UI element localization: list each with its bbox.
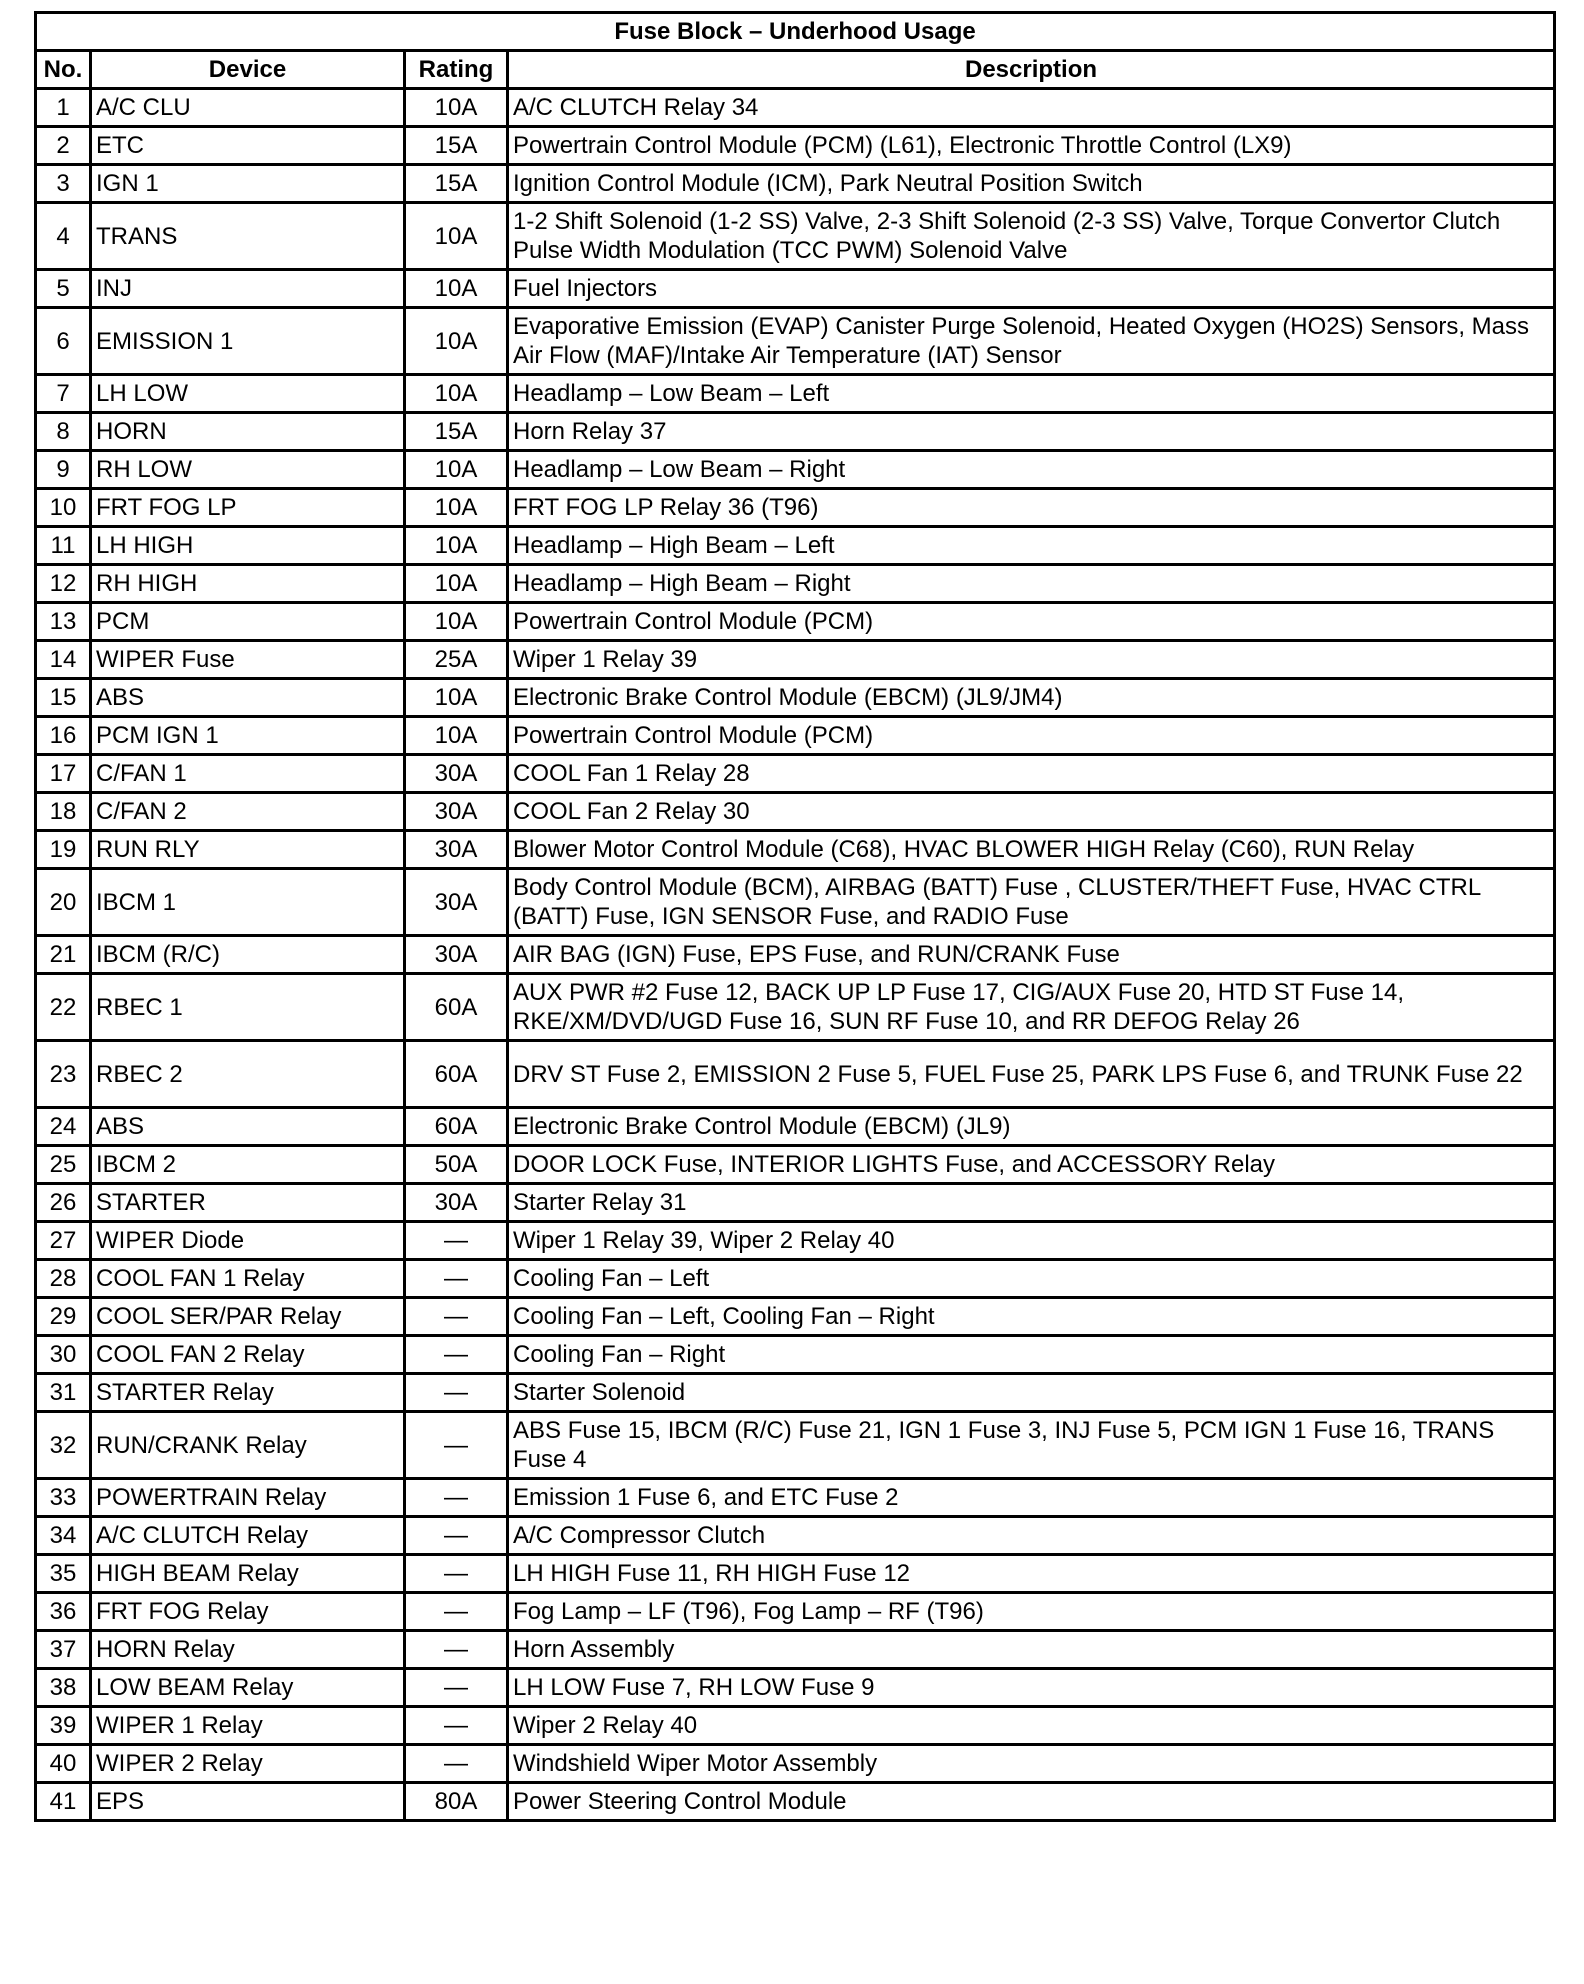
cell-rating: 10A [405, 308, 508, 375]
cell-device: LH LOW [91, 375, 405, 413]
cell-description: Ignition Control Module (ICM), Park Neutral Position Switch [508, 165, 1555, 203]
table-row [36, 755, 1555, 793]
cell-device: LH HIGH [91, 527, 405, 565]
cell-device: WIPER 2 Relay [91, 1745, 405, 1783]
cell-device: LOW BEAM Relay [91, 1669, 405, 1707]
cell-no: 30 [36, 1336, 91, 1374]
cell-rating: 10A [405, 717, 508, 755]
cell-device: IGN 1 [91, 165, 405, 203]
cell-no: 29 [36, 1298, 91, 1336]
cell-device: RUN RLY [91, 831, 405, 869]
cell-device: RBEC 2 [91, 1041, 405, 1108]
cell-description: Headlamp – Low Beam – Right [508, 451, 1555, 489]
cell-description: Blower Motor Control Module (C68), HVAC BLOWER HIGH Relay (C60), RUN Relay [508, 831, 1555, 869]
cell-description: Headlamp – Low Beam – Left [508, 375, 1555, 413]
header-no: No. [36, 51, 91, 89]
cell-description: AUX PWR #2 Fuse 12, BACK UP LP Fuse 17, CIG/AUX Fuse 20, HTD ST Fuse 14, RKE/XM/DVD/UGD Fuse 16, SUN RF Fuse 10, and RR DEFOG Relay 26 [508, 974, 1555, 1041]
cell-no: 1 [36, 89, 91, 127]
header-device: Device [91, 51, 405, 89]
cell-rating: — [405, 1336, 508, 1374]
cell-rating: 10A [405, 679, 508, 717]
cell-description: Headlamp – High Beam – Left [508, 527, 1555, 565]
cell-no: 41 [36, 1783, 91, 1821]
cell-device: COOL SER/PAR Relay [91, 1298, 405, 1336]
cell-description: Power Steering Control Module [508, 1783, 1555, 1821]
cell-description: Horn Assembly [508, 1631, 1555, 1669]
cell-device: RBEC 1 [91, 974, 405, 1041]
cell-no: 8 [36, 413, 91, 451]
cell-rating: — [405, 1517, 508, 1555]
cell-no: 17 [36, 755, 91, 793]
cell-description: LH HIGH Fuse 11, RH HIGH Fuse 12 [508, 1555, 1555, 1593]
cell-description: Wiper 2 Relay 40 [508, 1707, 1555, 1745]
cell-rating: 10A [405, 89, 508, 127]
cell-no: 5 [36, 270, 91, 308]
cell-rating: 30A [405, 793, 508, 831]
cell-rating: — [405, 1412, 508, 1479]
cell-device: C/FAN 1 [91, 755, 405, 793]
table-row [36, 1222, 1555, 1260]
table-row [36, 527, 1555, 565]
cell-device: C/FAN 2 [91, 793, 405, 831]
cell-description: Cooling Fan – Left, Cooling Fan – Right [508, 1298, 1555, 1336]
cell-rating: — [405, 1222, 508, 1260]
cell-no: 40 [36, 1745, 91, 1783]
cell-device: COOL FAN 1 Relay [91, 1260, 405, 1298]
cell-device: INJ [91, 270, 405, 308]
cell-device: POWERTRAIN Relay [91, 1479, 405, 1517]
header-rating: Rating [405, 51, 508, 89]
cell-description: Powertrain Control Module (PCM) [508, 717, 1555, 755]
table-row [36, 936, 1555, 974]
cell-rating: 15A [405, 413, 508, 451]
table-row [36, 165, 1555, 203]
cell-no: 7 [36, 375, 91, 413]
cell-rating: — [405, 1555, 508, 1593]
cell-device: EMISSION 1 [91, 308, 405, 375]
cell-rating: 10A [405, 451, 508, 489]
cell-device: RUN/CRANK Relay [91, 1412, 405, 1479]
cell-rating: 50A [405, 1146, 508, 1184]
cell-no: 39 [36, 1707, 91, 1745]
cell-description: Body Control Module (BCM), AIRBAG (BATT) Fuse , CLUSTER/THEFT Fuse, HVAC CTRL (BATT) Fuse, IGN SENSOR Fuse, and RADIO Fuse [508, 869, 1555, 936]
cell-device: FRT FOG LP [91, 489, 405, 527]
cell-device: ABS [91, 679, 405, 717]
cell-rating: 10A [405, 527, 508, 565]
cell-no: 28 [36, 1260, 91, 1298]
table-title: Fuse Block – Underhood Usage [36, 13, 1555, 51]
cell-device: ETC [91, 127, 405, 165]
cell-device: WIPER Diode [91, 1222, 405, 1260]
table-row [36, 413, 1555, 451]
table-row [36, 1336, 1555, 1374]
cell-rating: 15A [405, 127, 508, 165]
cell-description: LH LOW Fuse 7, RH LOW Fuse 9 [508, 1669, 1555, 1707]
table-row [36, 1745, 1555, 1783]
cell-no: 9 [36, 451, 91, 489]
cell-description: Electronic Brake Control Module (EBCM) (JL9) [508, 1108, 1555, 1146]
header-description: Description [508, 51, 1555, 89]
cell-rating: 10A [405, 203, 508, 270]
cell-rating: 30A [405, 831, 508, 869]
cell-device: RH HIGH [91, 565, 405, 603]
cell-device: RH LOW [91, 451, 405, 489]
cell-rating: — [405, 1631, 508, 1669]
table-row [36, 1555, 1555, 1593]
table-row [36, 270, 1555, 308]
cell-device: FRT FOG Relay [91, 1593, 405, 1631]
cell-rating: — [405, 1669, 508, 1707]
cell-description: 1-2 Shift Solenoid (1-2 SS) Valve, 2-3 Shift Solenoid (2-3 SS) Valve, Torque Convertor Clutch Pulse Width Modulation (TCC PWM) Solenoid Valve [508, 203, 1555, 270]
table-row [36, 1707, 1555, 1745]
table-row [36, 831, 1555, 869]
cell-description: Starter Relay 31 [508, 1184, 1555, 1222]
cell-rating: — [405, 1479, 508, 1517]
cell-rating: 30A [405, 755, 508, 793]
cell-description: Electronic Brake Control Module (EBCM) (JL9/JM4) [508, 679, 1555, 717]
table-row [36, 451, 1555, 489]
table-row [36, 679, 1555, 717]
cell-description: Headlamp – High Beam – Right [508, 565, 1555, 603]
cell-no: 18 [36, 793, 91, 831]
fuse-table-sheet [34, 11, 1553, 1822]
cell-device: WIPER 1 Relay [91, 1707, 405, 1745]
table-row [36, 1593, 1555, 1631]
cell-device: COOL FAN 2 Relay [91, 1336, 405, 1374]
cell-rating: — [405, 1745, 508, 1783]
cell-no: 37 [36, 1631, 91, 1669]
cell-rating: — [405, 1298, 508, 1336]
table-row [36, 89, 1555, 127]
cell-device: STARTER [91, 1184, 405, 1222]
cell-rating: 30A [405, 869, 508, 936]
cell-device: WIPER Fuse [91, 641, 405, 679]
table-row [36, 1783, 1555, 1821]
table-row [36, 717, 1555, 755]
cell-rating: 30A [405, 936, 508, 974]
table-row [36, 869, 1555, 936]
cell-no: 12 [36, 565, 91, 603]
cell-device: IBCM (R/C) [91, 936, 405, 974]
cell-rating: 60A [405, 974, 508, 1041]
table-row [36, 127, 1555, 165]
table-row [36, 793, 1555, 831]
cell-no: 32 [36, 1412, 91, 1479]
cell-rating: — [405, 1707, 508, 1745]
cell-rating: 10A [405, 603, 508, 641]
cell-device: TRANS [91, 203, 405, 270]
cell-description: Emission 1 Fuse 6, and ETC Fuse 2 [508, 1479, 1555, 1517]
cell-rating: 60A [405, 1108, 508, 1146]
cell-description: Fuel Injectors [508, 270, 1555, 308]
cell-no: 19 [36, 831, 91, 869]
cell-device: IBCM 2 [91, 1146, 405, 1184]
cell-no: 25 [36, 1146, 91, 1184]
cell-no: 35 [36, 1555, 91, 1593]
cell-rating: — [405, 1374, 508, 1412]
cell-rating: — [405, 1260, 508, 1298]
table-row [36, 974, 1555, 1041]
cell-rating: 25A [405, 641, 508, 679]
cell-description: Windshield Wiper Motor Assembly [508, 1745, 1555, 1783]
cell-description: DOOR LOCK Fuse, INTERIOR LIGHTS Fuse, and ACCESSORY Relay [508, 1146, 1555, 1184]
cell-description: Powertrain Control Module (PCM) (L61), Electronic Throttle Control (LX9) [508, 127, 1555, 165]
table-row [36, 1631, 1555, 1669]
table-row [36, 1298, 1555, 1336]
table-row [36, 1041, 1555, 1108]
cell-description: Evaporative Emission (EVAP) Canister Purge Solenoid, Heated Oxygen (HO2S) Sensors, Mass Air Flow (MAF)/Intake Air Temperature (IAT) Sensor [508, 308, 1555, 375]
cell-no: 34 [36, 1517, 91, 1555]
cell-device: STARTER Relay [91, 1374, 405, 1412]
cell-description: Starter Solenoid [508, 1374, 1555, 1412]
cell-device: A/C CLUTCH Relay [91, 1517, 405, 1555]
cell-no: 38 [36, 1669, 91, 1707]
cell-no: 15 [36, 679, 91, 717]
cell-description: COOL Fan 1 Relay 28 [508, 755, 1555, 793]
table-row [36, 1412, 1555, 1479]
table-row [36, 1260, 1555, 1298]
table-row [36, 1374, 1555, 1412]
cell-no: 3 [36, 165, 91, 203]
cell-no: 24 [36, 1108, 91, 1146]
cell-no: 6 [36, 308, 91, 375]
cell-description: ABS Fuse 15, IBCM (R/C) Fuse 21, IGN 1 Fuse 3, INJ Fuse 5, PCM IGN 1 Fuse 16, TRANS Fuse 4 [508, 1412, 1555, 1479]
cell-device: PCM IGN 1 [91, 717, 405, 755]
cell-rating: 60A [405, 1041, 508, 1108]
table-row [36, 1184, 1555, 1222]
cell-rating: 10A [405, 375, 508, 413]
cell-description: Horn Relay 37 [508, 413, 1555, 451]
cell-description: Cooling Fan – Right [508, 1336, 1555, 1374]
table-row [36, 1479, 1555, 1517]
cell-no: 21 [36, 936, 91, 974]
cell-rating: 80A [405, 1783, 508, 1821]
cell-rating: — [405, 1593, 508, 1631]
cell-device: HORN [91, 413, 405, 451]
cell-rating: 30A [405, 1184, 508, 1222]
cell-description: Fog Lamp – LF (T96), Fog Lamp – RF (T96) [508, 1593, 1555, 1631]
cell-description: Wiper 1 Relay 39, Wiper 2 Relay 40 [508, 1222, 1555, 1260]
cell-no: 16 [36, 717, 91, 755]
fuse-table-body [36, 89, 1555, 1821]
cell-no: 10 [36, 489, 91, 527]
fuse-table [34, 11, 1556, 1822]
cell-no: 26 [36, 1184, 91, 1222]
cell-no: 4 [36, 203, 91, 270]
table-row [36, 565, 1555, 603]
cell-description: A/C CLUTCH Relay 34 [508, 89, 1555, 127]
cell-rating: 10A [405, 565, 508, 603]
cell-description: Wiper 1 Relay 39 [508, 641, 1555, 679]
cell-description: DRV ST Fuse 2, EMISSION 2 Fuse 5, FUEL Fuse 25, PARK LPS Fuse 6, and TRUNK Fuse 22 [508, 1041, 1555, 1108]
table-row [36, 1108, 1555, 1146]
cell-no: 36 [36, 1593, 91, 1631]
cell-no: 33 [36, 1479, 91, 1517]
cell-rating: 10A [405, 489, 508, 527]
cell-rating: 15A [405, 165, 508, 203]
cell-device: HIGH BEAM Relay [91, 1555, 405, 1593]
cell-device: ABS [91, 1108, 405, 1146]
cell-device: PCM [91, 603, 405, 641]
cell-description: COOL Fan 2 Relay 30 [508, 793, 1555, 831]
cell-description: AIR BAG (IGN) Fuse, EPS Fuse, and RUN/CRANK Fuse [508, 936, 1555, 974]
cell-device: A/C CLU [91, 89, 405, 127]
cell-no: 22 [36, 974, 91, 1041]
table-row [36, 203, 1555, 270]
cell-description: Powertrain Control Module (PCM) [508, 603, 1555, 641]
cell-no: 23 [36, 1041, 91, 1108]
cell-no: 20 [36, 869, 91, 936]
cell-description: Cooling Fan – Left [508, 1260, 1555, 1298]
table-row [36, 1517, 1555, 1555]
cell-rating: 10A [405, 270, 508, 308]
cell-device: HORN Relay [91, 1631, 405, 1669]
table-row [36, 603, 1555, 641]
cell-device: EPS [91, 1783, 405, 1821]
cell-device: IBCM 1 [91, 869, 405, 936]
cell-no: 14 [36, 641, 91, 679]
table-row [36, 489, 1555, 527]
cell-no: 31 [36, 1374, 91, 1412]
table-row [36, 375, 1555, 413]
cell-no: 2 [36, 127, 91, 165]
cell-description: A/C Compressor Clutch [508, 1517, 1555, 1555]
table-row [36, 641, 1555, 679]
cell-description: FRT FOG LP Relay 36 (T96) [508, 489, 1555, 527]
cell-no: 13 [36, 603, 91, 641]
cell-no: 27 [36, 1222, 91, 1260]
table-row [36, 1669, 1555, 1707]
table-row [36, 1146, 1555, 1184]
cell-no: 11 [36, 527, 91, 565]
table-row [36, 308, 1555, 375]
